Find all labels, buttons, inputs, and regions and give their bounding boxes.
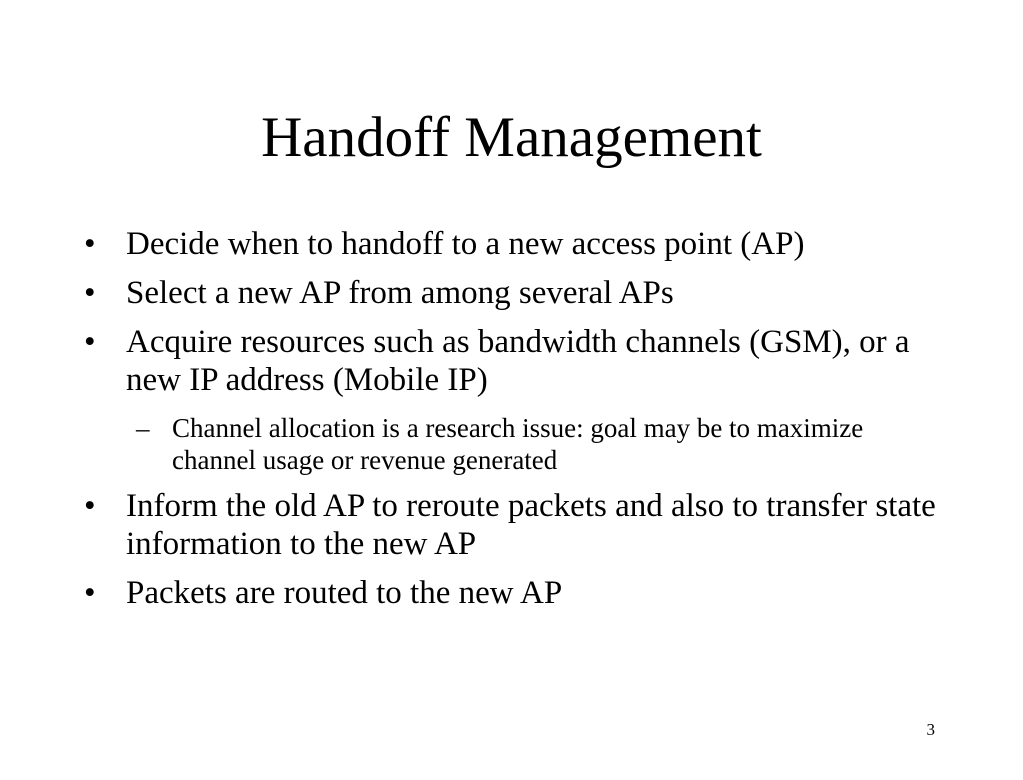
sub-bullet-marker: – xyxy=(136,413,150,443)
bullet-text: Inform the old AP to reroute packets and also to transfer state information to the new AP xyxy=(126,488,936,562)
sub-bullet-item xyxy=(126,412,944,476)
bullet-text: Acquire resources such as bandwidth channels (GSM), or a new IP address (Mobile IP) xyxy=(126,324,910,398)
sub-bullet-text: Channel allocation is a research issue: goal may be to maximize channel usage or revenue generated xyxy=(172,413,864,475)
bullet-item xyxy=(84,574,944,612)
bullet-item xyxy=(84,225,944,263)
bullet-marker: • xyxy=(84,275,96,311)
bullet-text: Select a new AP from among several APs xyxy=(126,275,674,311)
bullet-text: Packets are routed to the new AP xyxy=(126,575,563,611)
bullet-list xyxy=(84,225,944,623)
bullet-marker: • xyxy=(84,488,96,524)
bullet-item xyxy=(84,274,944,312)
sub-bullet-list xyxy=(126,412,944,476)
bullet-marker: • xyxy=(84,575,96,611)
page-number: 3 xyxy=(926,720,935,739)
slide-title: Handoff Management xyxy=(261,106,762,169)
bullet-marker: • xyxy=(84,226,96,262)
bullet-marker: • xyxy=(84,324,96,360)
bullet-item xyxy=(84,487,944,563)
bullet-text: Decide when to handoff to a new access point (AP) xyxy=(126,226,805,262)
bullet-item xyxy=(84,323,944,476)
